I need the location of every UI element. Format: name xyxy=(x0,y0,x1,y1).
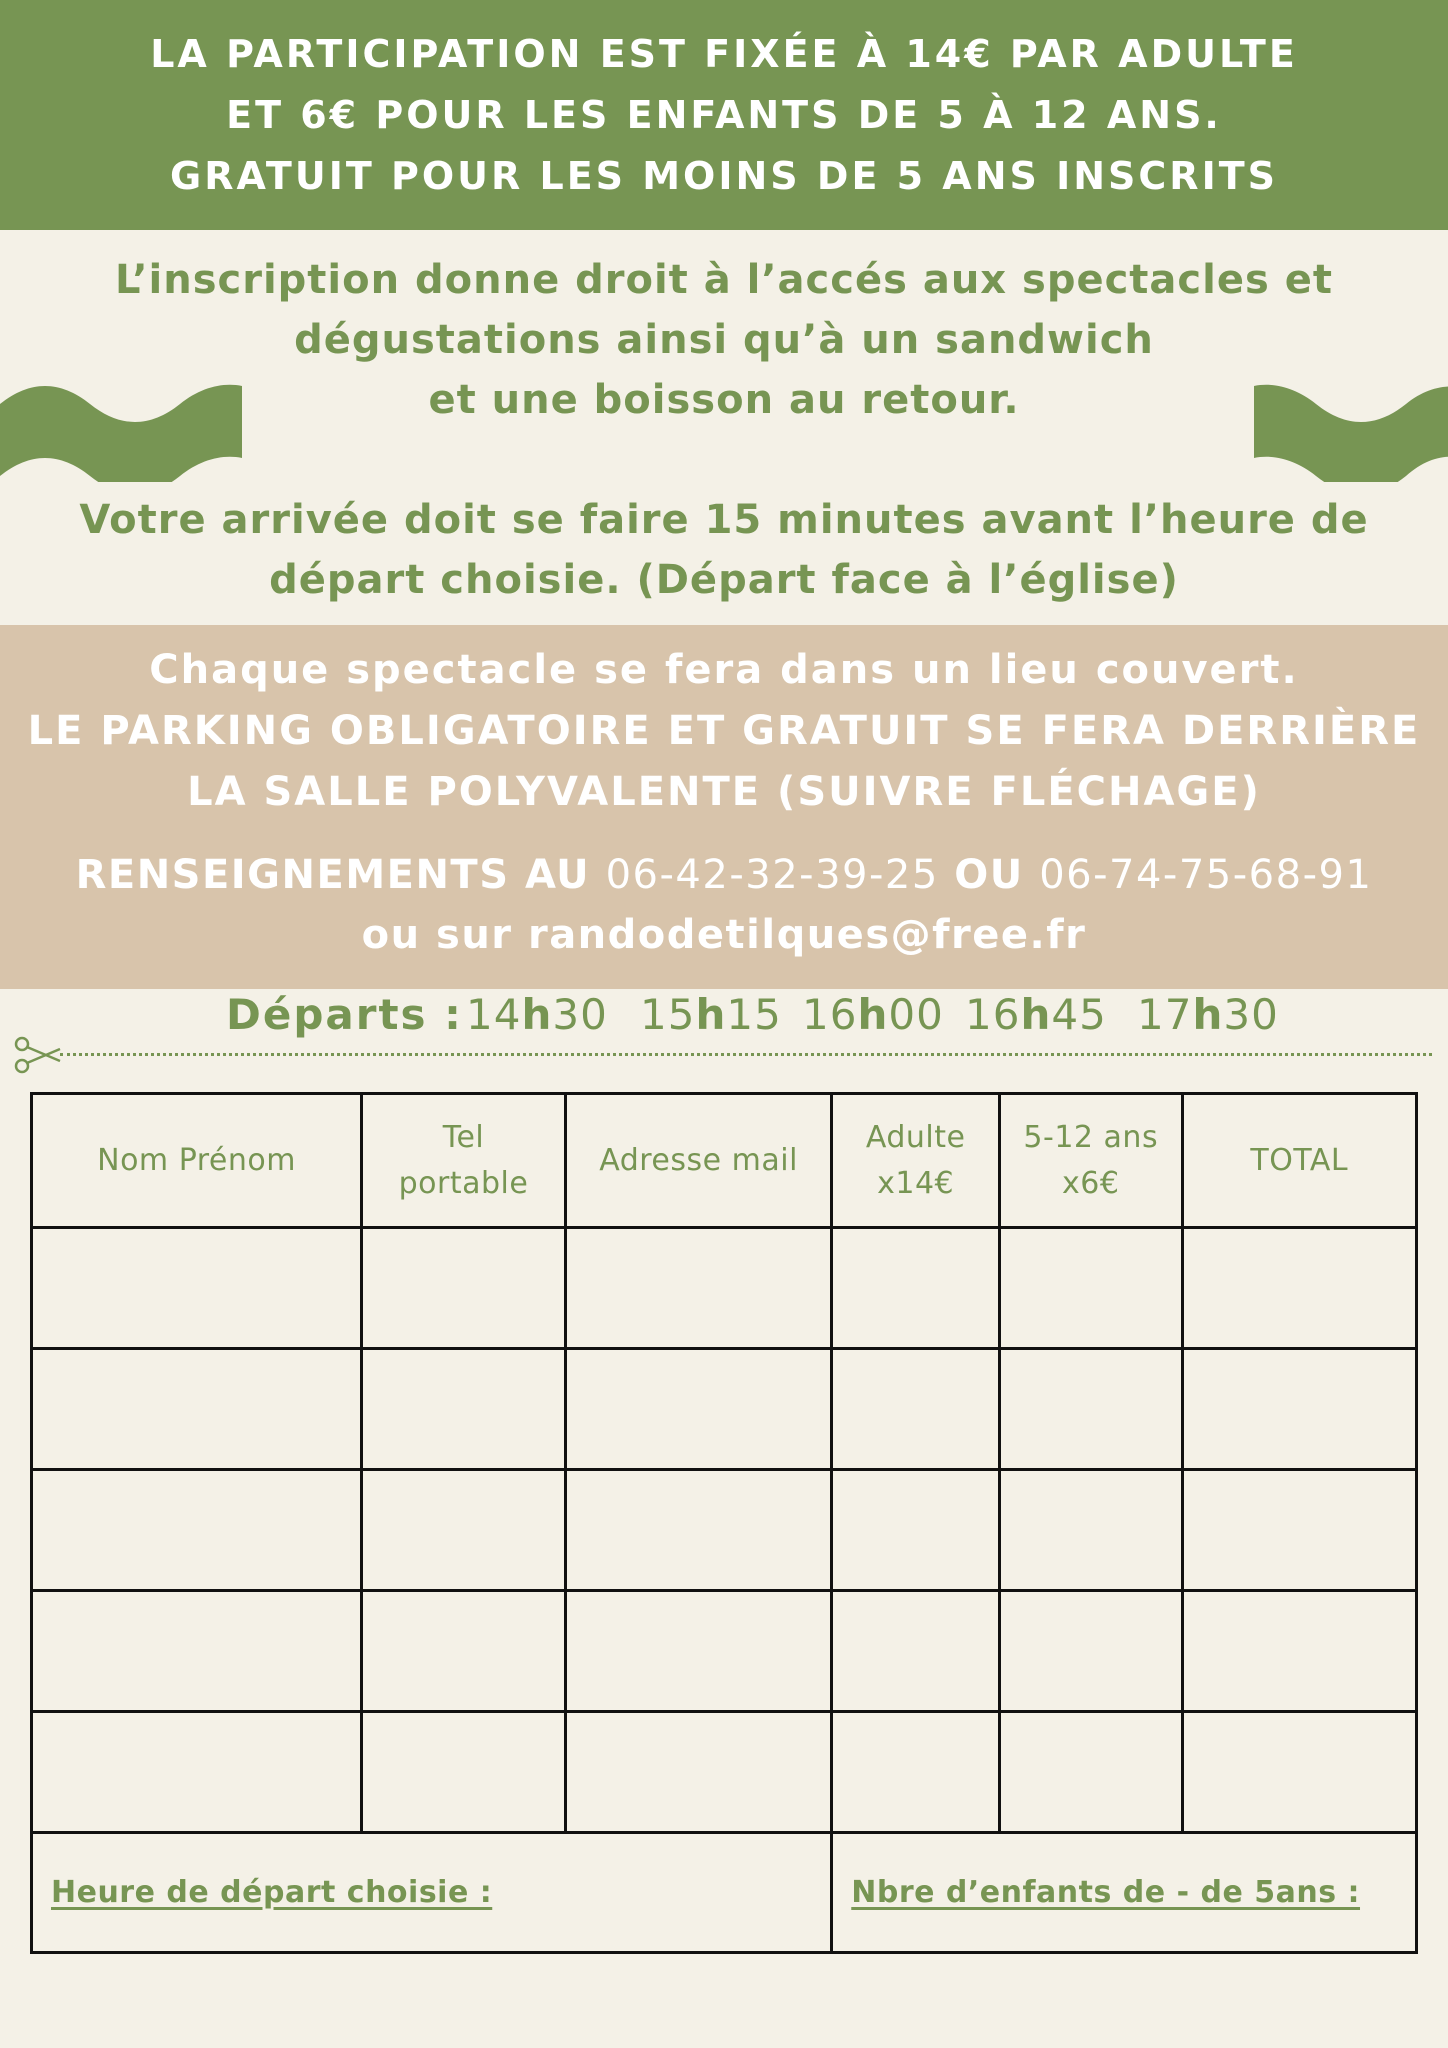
total-cell[interactable] xyxy=(1182,1712,1417,1833)
table-row xyxy=(32,1712,1417,1833)
children-cell[interactable] xyxy=(1000,1712,1183,1833)
phone-2: 06-74-75-68-91 xyxy=(1039,852,1373,898)
departure-time: 15h15 xyxy=(640,990,782,1039)
inscription-line-1: L’inscription donne droit à l’accés aux spectacles et xyxy=(115,257,1333,303)
table-footer-row xyxy=(32,1833,1417,1953)
departures-label: Départs : xyxy=(226,990,463,1039)
header-children: 5-12 ans x6€ xyxy=(1000,1094,1183,1228)
arrival-line-1: Votre arrivée doit se faire 15 minutes avant l’heure de xyxy=(79,497,1369,543)
arrival-line-2: départ choisie. (Départ face à l’église) xyxy=(269,557,1179,603)
inscription-info xyxy=(0,250,1448,430)
email-line: ou sur randodetilques@free.fr xyxy=(361,912,1087,958)
total-cell[interactable] xyxy=(1182,1228,1417,1349)
email-cell[interactable] xyxy=(565,1712,831,1833)
under-5-count-field[interactable]: Nbre d’enfants de - de 5ans : xyxy=(832,1833,1417,1953)
adult-cell[interactable] xyxy=(832,1349,1000,1470)
departure-time: 14h30 xyxy=(466,990,608,1039)
phone-cell[interactable] xyxy=(362,1712,566,1833)
price-line-3: GRATUIT POUR LES MOINS DE 5 ANS INSCRITS xyxy=(170,153,1278,198)
total-cell[interactable] xyxy=(1182,1349,1417,1470)
price-banner xyxy=(0,0,1448,230)
contact-or: OU xyxy=(954,852,1024,898)
children-cell[interactable] xyxy=(1000,1470,1183,1591)
notice-line-2: LE PARKING OBLIGATOIRE ET GRATUIT SE FERA DERRIÈRE xyxy=(27,708,1421,754)
phone-cell[interactable] xyxy=(362,1228,566,1349)
phone-cell[interactable] xyxy=(362,1591,566,1712)
adult-cell[interactable] xyxy=(832,1712,1000,1833)
scissors-icon xyxy=(12,1035,62,1075)
inscription-line-3: et une boisson au retour. xyxy=(428,377,1020,423)
table-row xyxy=(32,1349,1417,1470)
email-cell[interactable] xyxy=(565,1591,831,1712)
children-cell[interactable] xyxy=(1000,1228,1183,1349)
arrival-info xyxy=(0,490,1448,610)
price-line-2: ET 6€ POUR LES ENFANTS DE 5 À 12 ANS. xyxy=(226,92,1222,137)
adult-cell[interactable] xyxy=(832,1470,1000,1591)
total-cell[interactable] xyxy=(1182,1591,1417,1712)
total-cell[interactable] xyxy=(1182,1470,1417,1591)
departures xyxy=(0,990,1448,1050)
notice-line-3: LA SALLE POLYVALENTE (SUIVRE FLÉCHAGE) xyxy=(187,769,1261,815)
header-name: Nom Prénom xyxy=(32,1094,362,1228)
header-adult: Adulte x14€ xyxy=(832,1094,1000,1228)
adult-cell[interactable] xyxy=(832,1228,1000,1349)
header-phone: Tel portable xyxy=(362,1094,566,1228)
email-cell[interactable] xyxy=(565,1349,831,1470)
phone-cell[interactable] xyxy=(362,1349,566,1470)
contact-prefix: RENSEIGNEMENTS AU xyxy=(75,852,591,898)
header-email: Adresse mail xyxy=(565,1094,831,1228)
children-cell[interactable] xyxy=(1000,1591,1183,1712)
departure-time: 16h45 xyxy=(965,990,1107,1039)
name-cell[interactable] xyxy=(32,1712,362,1833)
cut-line xyxy=(60,1053,1432,1056)
name-cell[interactable] xyxy=(32,1591,362,1712)
name-cell[interactable] xyxy=(32,1349,362,1470)
children-cell[interactable] xyxy=(1000,1349,1183,1470)
registration-table xyxy=(30,1092,1418,1954)
table-row xyxy=(32,1470,1417,1591)
adult-cell[interactable] xyxy=(832,1591,1000,1712)
notice-band xyxy=(0,625,1448,989)
name-cell[interactable] xyxy=(32,1228,362,1349)
email-cell[interactable] xyxy=(565,1228,831,1349)
phone-1: 06-42-32-39-25 xyxy=(605,852,939,898)
phone-cell[interactable] xyxy=(362,1470,566,1591)
table-row xyxy=(32,1591,1417,1712)
name-cell[interactable] xyxy=(32,1470,362,1591)
table-header-row xyxy=(32,1094,1417,1228)
departure-time: 17h30 xyxy=(1137,990,1279,1039)
header-total: TOTAL xyxy=(1182,1094,1417,1228)
inscription-line-2: dégustations ainsi qu’à un sandwich xyxy=(294,317,1154,363)
email-cell[interactable] xyxy=(565,1470,831,1591)
departure-time-field[interactable]: Heure de départ choisie : xyxy=(32,1833,832,1953)
departure-time: 16h00 xyxy=(802,990,944,1039)
contact-line xyxy=(0,845,1448,905)
table-row xyxy=(32,1228,1417,1349)
notice-line-1: Chaque spectacle se fera dans un lieu couvert. xyxy=(149,647,1299,693)
price-line-1: LA PARTICIPATION EST FIXÉE À 14€ PAR ADULTE xyxy=(150,31,1298,76)
